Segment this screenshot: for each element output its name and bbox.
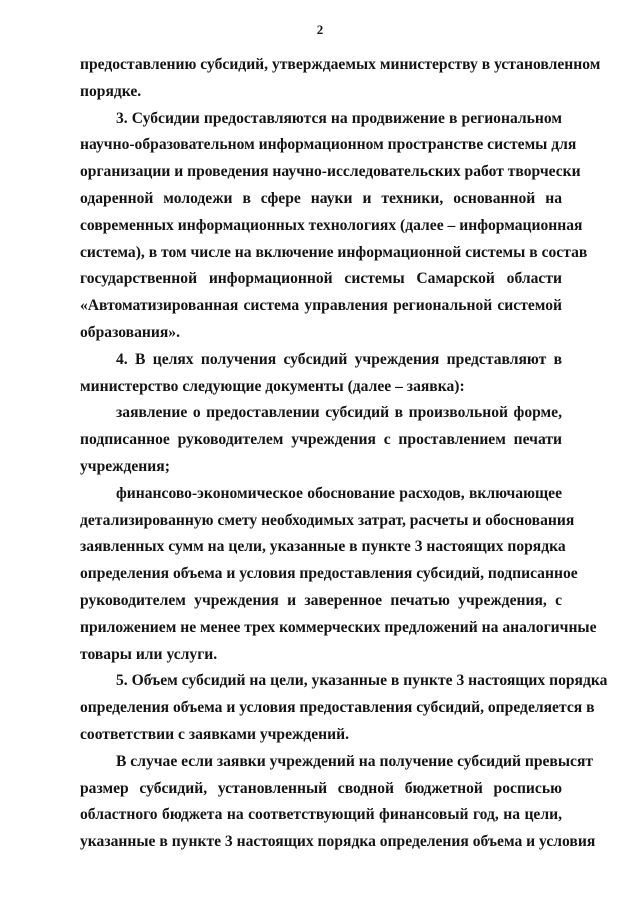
page-number: 2 (316, 22, 324, 37)
text-line: товары или услуги. (80, 645, 218, 663)
text-line: государственной информационной системы Самарской области (80, 270, 562, 288)
paragraph-application (80, 400, 562, 480)
text-line: одаренной молодежи в сфере науки и техники, основанной на (80, 189, 562, 207)
text-line: указанные в пункте 3 настоящих порядка определения объема и условия (80, 833, 596, 851)
text-line: областного бюджета на соответствующий финансовый год, на цели, (80, 806, 562, 824)
text-line: система), в том числе на включение информационной системы в состав (80, 243, 588, 261)
text-line: соответствии с заявками учреждений. (80, 725, 349, 743)
text-line: учреждения; (80, 457, 170, 475)
text-line: определения объема и условия предоставления субсидий, подписанное (80, 565, 578, 583)
text-line: В случае если заявки учреждений на получение субсидий превысят (116, 752, 594, 770)
text-line: министерство следующие документы (далее – заявка): (80, 377, 465, 395)
text-line: финансово-экономическое обоснование расходов, включающее (116, 484, 562, 502)
text-line: научно-образовательном информационном пространстве системы для (80, 136, 577, 154)
paragraph-justification (80, 481, 597, 669)
text-line: 4. В целях получения субсидий учреждения представляют в (116, 350, 562, 368)
document-body (80, 52, 608, 856)
text-line: размер субсидий, установленный сводной бюджетной росписью (80, 779, 562, 797)
text-line: руководителем учреждения и заверенное печатью учреждения, с (80, 591, 562, 609)
text-line: предоставлению субсидий, утверждаемых министерству в установленном (80, 56, 601, 73)
text-line: заявленных сумм на цели, указанные в пункте 3 настоящих порядка (80, 538, 566, 556)
text-line: заявление о предоставлении субсидий в произвольной форме, (116, 404, 562, 422)
text-line: 5. Объем субсидий на цели, указанные в пункте 3 настоящих порядка (116, 672, 608, 690)
text-line: порядке. (80, 82, 142, 100)
paragraph-4 (80, 347, 562, 401)
text-line: образования». (80, 323, 180, 341)
text-line: приложением не менее трех коммерческих предложений на аналогичные (80, 618, 597, 636)
text-line: организации и проведения научно-исследовательских работ творчески (80, 163, 581, 181)
text-line: современных информационных технологиях (далее – информационная (80, 216, 583, 234)
paragraph-excess (80, 749, 596, 856)
text-line: подписанное руководителем учреждения с проставлением печати (80, 431, 562, 449)
paragraph-5 (80, 668, 608, 748)
text-line: «Автоматизированная система управления региональной системой (80, 297, 562, 315)
paragraph-continuation (80, 52, 601, 106)
text-line: 3. Субсидии предоставляются на продвижение в региональном (116, 109, 562, 127)
paragraph-3 (80, 106, 588, 347)
text-line: определения объема и условия предоставления субсидий, определяется в (80, 699, 595, 717)
text-line: детализированную смету необходимых затрат, расчеты и обоснования (80, 511, 575, 529)
